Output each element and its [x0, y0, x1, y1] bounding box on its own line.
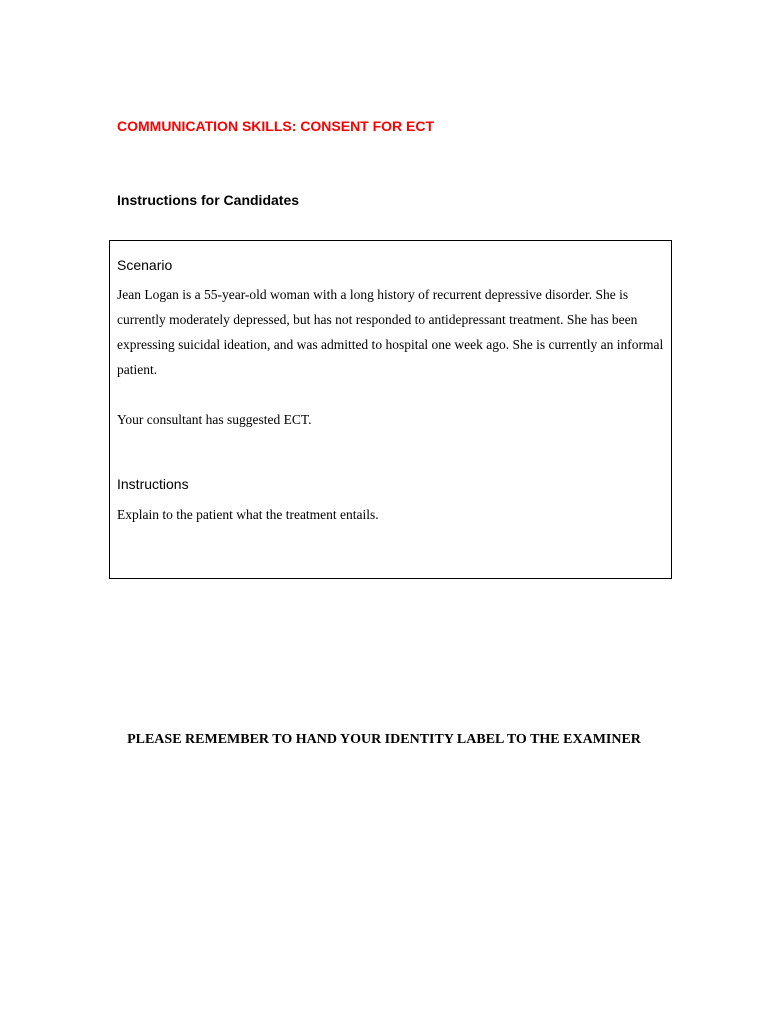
identity-label-reminder: PLEASE REMEMBER TO HAND YOUR IDENTITY LABEL TO THE EXAMINER — [127, 732, 641, 747]
scenario-text: Jean Logan is a 55-year-old woman with a long history of recurrent depressive disorder. She is currently moderately depressed, but has not responded to antidepressant treatment. She has been expressing suicidal ideation, and was admitted to hospital one week ago. She is currently an informal patient. — [117, 287, 664, 377]
instructions-heading: Instructions — [117, 476, 189, 492]
scenario-box — [109, 240, 672, 579]
consultant-suggestion-text: Your consultant has suggested ECT. — [117, 412, 312, 427]
candidates-instructions-heading: Instructions for Candidates — [117, 192, 300, 208]
scenario-heading: Scenario — [117, 257, 173, 273]
document-title: COMMUNICATION SKILLS: CONSENT FOR ECT — [117, 118, 435, 134]
instructions-text: Explain to the patient what the treatment entails. — [117, 507, 379, 522]
